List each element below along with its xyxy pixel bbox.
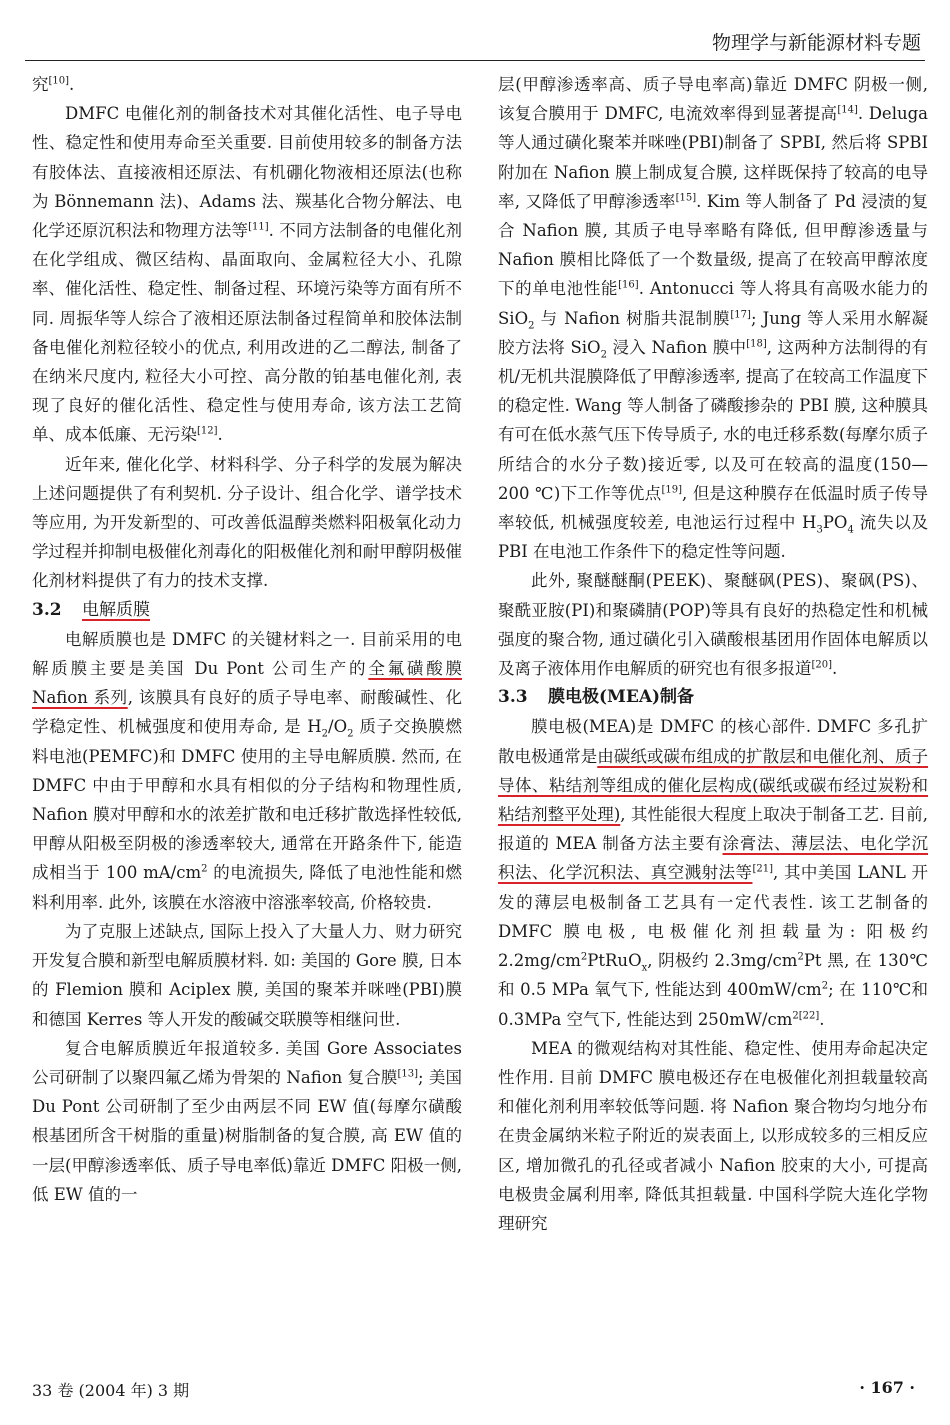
page-footer [32,1378,925,1408]
citation[interactable]: [12] [197,425,218,437]
highlighted-phrase: 由碳纸或碳布组成的扩散层和电催化剂、质子导体、粘结剂等组成的催化层构成(碳纸或碳布经过炭粉和粘结剂整平处理) [498,746,929,825]
citation[interactable]: [14] [837,104,858,116]
paragraph-mea: 膜电极(MEA)是 DMFC 的核心部件. DMFC 多孔扩散电极通常是由碳纸或碳布组成的扩散层和电催化剂、质子导体、粘结剂等组成的催化层构成(碳纸或碳布经过炭粉和粘结剂整平处理), 其性能很大程度上取决于制备工艺. 目前, 报道的 MEA 制备方法主要有涂膏法、薄层法、电化学沉积法、化学沉积法、真空溅射法等[21], 其中美国 LANL 开发的薄层电极制备工艺具有一定代表性. 该工艺制备的 DMFC 膜电极, 电极催化剂担载量为: 阳极约 $2.2mg/cm^2PtRuO_x$, 阴极约 $2.3mg/cm^2Pt$ 黑, 在 130℃和 0.5 MPa 氧气下, 性能达到 $400mW/cm^2$; 在 110℃和 0.3MPa 空气下, 性能达到 $250mW/cm^{2[22]}$. [498,717,929,1029]
citation[interactable]: [20] [811,659,833,671]
citation[interactable]: [21] [752,863,773,875]
citation[interactable]: [16] [618,279,639,291]
paragraph-recent-developments: 近年来, 催化化学、材料科学、分子科学的发展为解决上述问题提供了有利契机. 分子设计、组合化学、谱学技术等应用, 为开发新型的、可改善低温醇类燃料阳极氧化动力学过程并抑制电极催化剂毒化的阳极催化剂和耐甲醇阴极催化剂材料提供了有力的技术支撑. [32,454,462,591]
paragraph-composite-continued: 层(甲醇渗透率高、质子导电率高)靠近 DMFC 阴极一侧, 该复合膜用于 DMFC, 电流效率得到显著提高[14]. Deluga 等人通过磺化聚苯并咪唑(PBI)制备了 SPBI, 然后将 SPBI 附加在 Nafion 膜上制成复合膜, 这样既保持了较高的电导率, 又降低了甲醇渗透率[15]. Kim 等人制备了 Pd 浸渍的复合 Nafion 膜, 其质子电导率略有降低, 但甲醇渗透量与 Nafion 膜相比降低了一个数量级, 提高了在较高甲醇浓度下的单电池性能[16]. Antonucci 等人将具有高吸水能力的 SiO$_2$ 与 Nafion 树脂共混制膜[17]; Jung 等人采用水解凝胶方法将 SiO$_2$ 浸入 Nafion 膜中[18], 这两种方法制得的有机/无机共混膜降低了甲醇渗透率, 提高了在较高工作温度下的稳定性. Wang 等人制备了磷酸掺杂的 PBI 膜, 这种膜具有可在低水蒸气压下传导质子, 水的电迁移系数(每摩尔质子所结合的水分子数)接近零, 以及可在较高的温度(150—200 ℃)下工作等优点[19], 但是这种膜存在低温时质子传导率较低, 机械强度较差, 电池运行过程中 $H_3PO_4$ 流失以及 PBI 在电池工作条件下的稳定性等问题. [498,75,929,562]
paragraph-new-membranes: 为了克服上述缺点, 国际上投入了大量人力、财力研究开发复合膜和新型电解质膜材料. 如: 美国的 Gore 膜, 日本的 Flemion 膜和 Aciplex 膜, 美国的聚苯并咪唑(PBI)膜和德国 Kerres 等人开发的酸碱交联膜等相继问世. [32,921,462,1029]
paragraph-other-polymers: 此外, 聚醚醚酮(PEEK)、聚醚砜(PES)、聚砜(PS)、聚酰亚胺(PI)和聚磷腈(POP)等具有良好的热稳定性和机械强度的聚合物, 通过磺化引入磺酸根基团用作固体电解质以及离子液体用作电解质的研究也有很多报道[20]. [498,571,928,679]
section-number: 3.3 [498,687,528,708]
paragraph-composite-membranes: 复合电解质膜近年报道较多. 美国 Gore Associates 公司研制了以聚四氟乙烯为骨架的 Nafion 复合膜[13]; 美国 Du Pont 公司研制了至少由两层不同 EW 值(每摩尔磺酸根基团所含干树脂的重量)树脂制备的复合膜, 高 EW 值的一层(甲醇渗透率低、质子导电率低)靠近 DMFC 阳极一侧, 低 EW 值的一 [32,1038,462,1204]
running-header [25,20,925,61]
citation[interactable]: [18] [746,338,767,350]
section-title: 电解质膜 [82,599,150,620]
citation[interactable]: [10] [48,75,70,87]
highlighted-phrase: 涂膏法、薄层法、电化学沉积法、化学沉积法、真空溅射法等 [498,834,928,883]
citation[interactable]: [22] [798,1010,820,1021]
paragraph-electrocatalyst-preparation: DMFC 电催化剂的制备技术对其催化活性、电子导电性、稳定性和使用寿命至关重要. 目前使用较多的制备方法有胶体法、直接液相还原法、有机硼化物液相还原法(也称为 Bönnemann 法)、Adams 法、羰基化合物分解法、电化学还原沉积法和物理方法等[11]. 不同方法制备的电催化剂在化学组成、微区结构、晶面取向、金属粒径大小、孔隙率、催化活性、稳定性、制备过程、环境污染等方面有所不同. 周振华等人综合了液相还原法制备过程简单和胶体法制备电催化剂粒径较小的优点, 利用改进的乙二醇法, 制备了在纳米尺度内, 粒径大小可控、高分散的铂基电催化剂, 表现了良好的催化活性、稳定性与使用寿命, 该方法工艺简单、成本低廉、无污染[12]. [32,104,462,445]
paragraph-continued: 究[10]. [32,75,75,94]
section-title: 膜电极(MEA)制备 [548,687,695,708]
citation[interactable]: [17] [730,309,751,321]
left-column [32,70,462,1209]
citation[interactable]: [15] [675,192,697,204]
journal-section-title: 物理学与新能源材料专题 [711,32,921,54]
highlighted-phrase: 全氟磺酸膜 Nafion 系列 [32,659,462,708]
section-heading-3-3 [498,683,928,712]
section-heading-3-2 [32,596,462,625]
paragraph-electrolyte-membrane: 电解质膜也是 DMFC 的关键材料之一. 目前采用的电解质膜主要是美国 Du Pont 公司生产的全氟磺酸膜 Nafion 系列, 该膜具有良好的质子导电率、耐酸碱性、化学稳定性、机械强度和使用寿命, 是 $H_2/O_2$ 质子交换膜燃料电池(PEMFC)和 DMFC 使用的主导电解质膜. 然而, 在 DMFC 中由于甲醇和水具有相似的分子结构和物理性质, Nafion 膜对甲醇和水的浓差扩散和电迁移扩散选择性较低, 甲醇从阳极至阴极的渗透率较大, 通常在开路条件下, 能造成相当于 100 $mA/cm^2$ 的电流损失, 降低了电池性能和燃料利用率. 此外, 该膜在水溶液中溶涨率较高, 价格较贵. [32,629,463,912]
citation[interactable]: [19] [661,484,683,496]
section-number: 3.2 [32,599,62,620]
citation[interactable]: [11] [248,221,269,233]
right-column [498,70,928,1238]
issue-info: 33 卷 (2004 年) 3 期 [32,1381,190,1400]
citation[interactable]: [13] [397,1068,418,1080]
paragraph-mea-microstructure: MEA 的微观结构对其性能、稳定性、使用寿命起决定性作用. 目前 DMFC 膜电极还存在电极催化剂担载量较高和催化剂利用率较低等问题. 将 Nafion 聚合物均匀地分布在贵金属纳米粒子附近的炭表面上, 以形成较多的三相反应区, 增加微孔的孔径或者减小 Nafion 胶束的大小, 可提高电极贵金属利用率, 降低其担载量. 中国科学院大连化学物理研究 [498,1038,928,1233]
page-number: · 167 · [859,1378,915,1397]
